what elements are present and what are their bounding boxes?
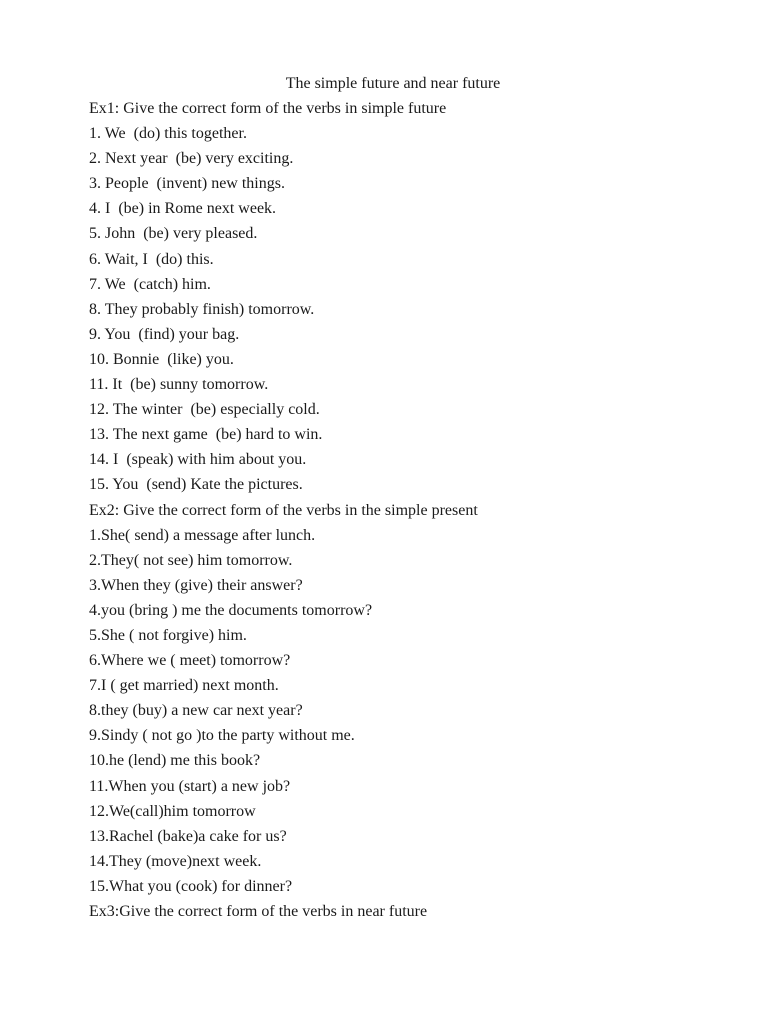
section-heading-ex2: Ex2: Give the correct form of the verbs in the simple present <box>89 501 478 519</box>
exercise-line: 15. You (send) Kate the pictures. <box>89 476 303 494</box>
section-heading-ex1: Ex1: Give the correct form of the verbs in simple future <box>89 100 447 117</box>
exercise-line: 9.Sindy ( not go )to the party without me. <box>89 727 355 745</box>
document-body <box>89 99 729 927</box>
section-heading-ex3: Ex3:Give the correct form of the verbs in near future <box>89 903 428 920</box>
document-title: The simple future and near future <box>285 75 501 92</box>
exercise-line: 5. John (be) very pleased. <box>89 225 258 243</box>
exercise-line: 6. Wait, I (do) this. <box>89 250 214 268</box>
exercise-line: 10. Bonnie (like) you. <box>89 350 234 368</box>
exercise-line: 1.She( send) a message after lunch. <box>89 526 316 544</box>
exercise-line: 13. The next game (be) hard to win. <box>89 426 323 444</box>
exercise-line: 9. You (find) your bag. <box>89 325 240 343</box>
exercise-line: 3.When they (give) their answer? <box>89 576 303 594</box>
exercise-line: 14.They (move)next week. <box>89 852 262 870</box>
exercise-line: 15.What you (cook) for dinner? <box>89 877 293 895</box>
exercise-line: 2. Next year (be) very exciting. <box>89 150 294 168</box>
exercise-line: 11.When you (start) a new job? <box>89 777 291 795</box>
exercise-line: 6.Where we ( meet) tomorrow? <box>89 652 291 670</box>
exercise-line: 3. People (invent) new things. <box>89 175 285 193</box>
exercise-line: 4. I (be) in Rome next week. <box>89 200 277 218</box>
exercise-line: 11. It (be) sunny tomorrow. <box>89 376 269 394</box>
exercise-line: 5.She ( not forgive) him. <box>89 626 247 644</box>
exercise-line: 13.Rachel (bake)a cake for us? <box>89 827 287 845</box>
exercise-line: 2.They( not see) him tomorrow. <box>89 551 293 569</box>
exercise-line: 7. We (catch) him. <box>89 275 211 293</box>
exercise-line: 8.they (buy) a new car next year? <box>89 702 303 720</box>
exercise-line: 4.you (bring ) me the documents tomorrow? <box>89 601 373 619</box>
exercise-line: 12.We(call)him tomorrow <box>89 802 256 820</box>
exercise-line: 1. We (do) this together. <box>89 125 247 143</box>
exercise-line: 14. I (speak) with him about you. <box>89 451 307 469</box>
exercise-line: 10.he (lend) me this book? <box>89 752 261 770</box>
exercise-line: 7.I ( get married) next month. <box>89 677 279 695</box>
exercise-line: 12. The winter (be) especially cold. <box>89 401 320 419</box>
exercise-line: 8. They probably finish) tomorrow. <box>89 300 315 318</box>
